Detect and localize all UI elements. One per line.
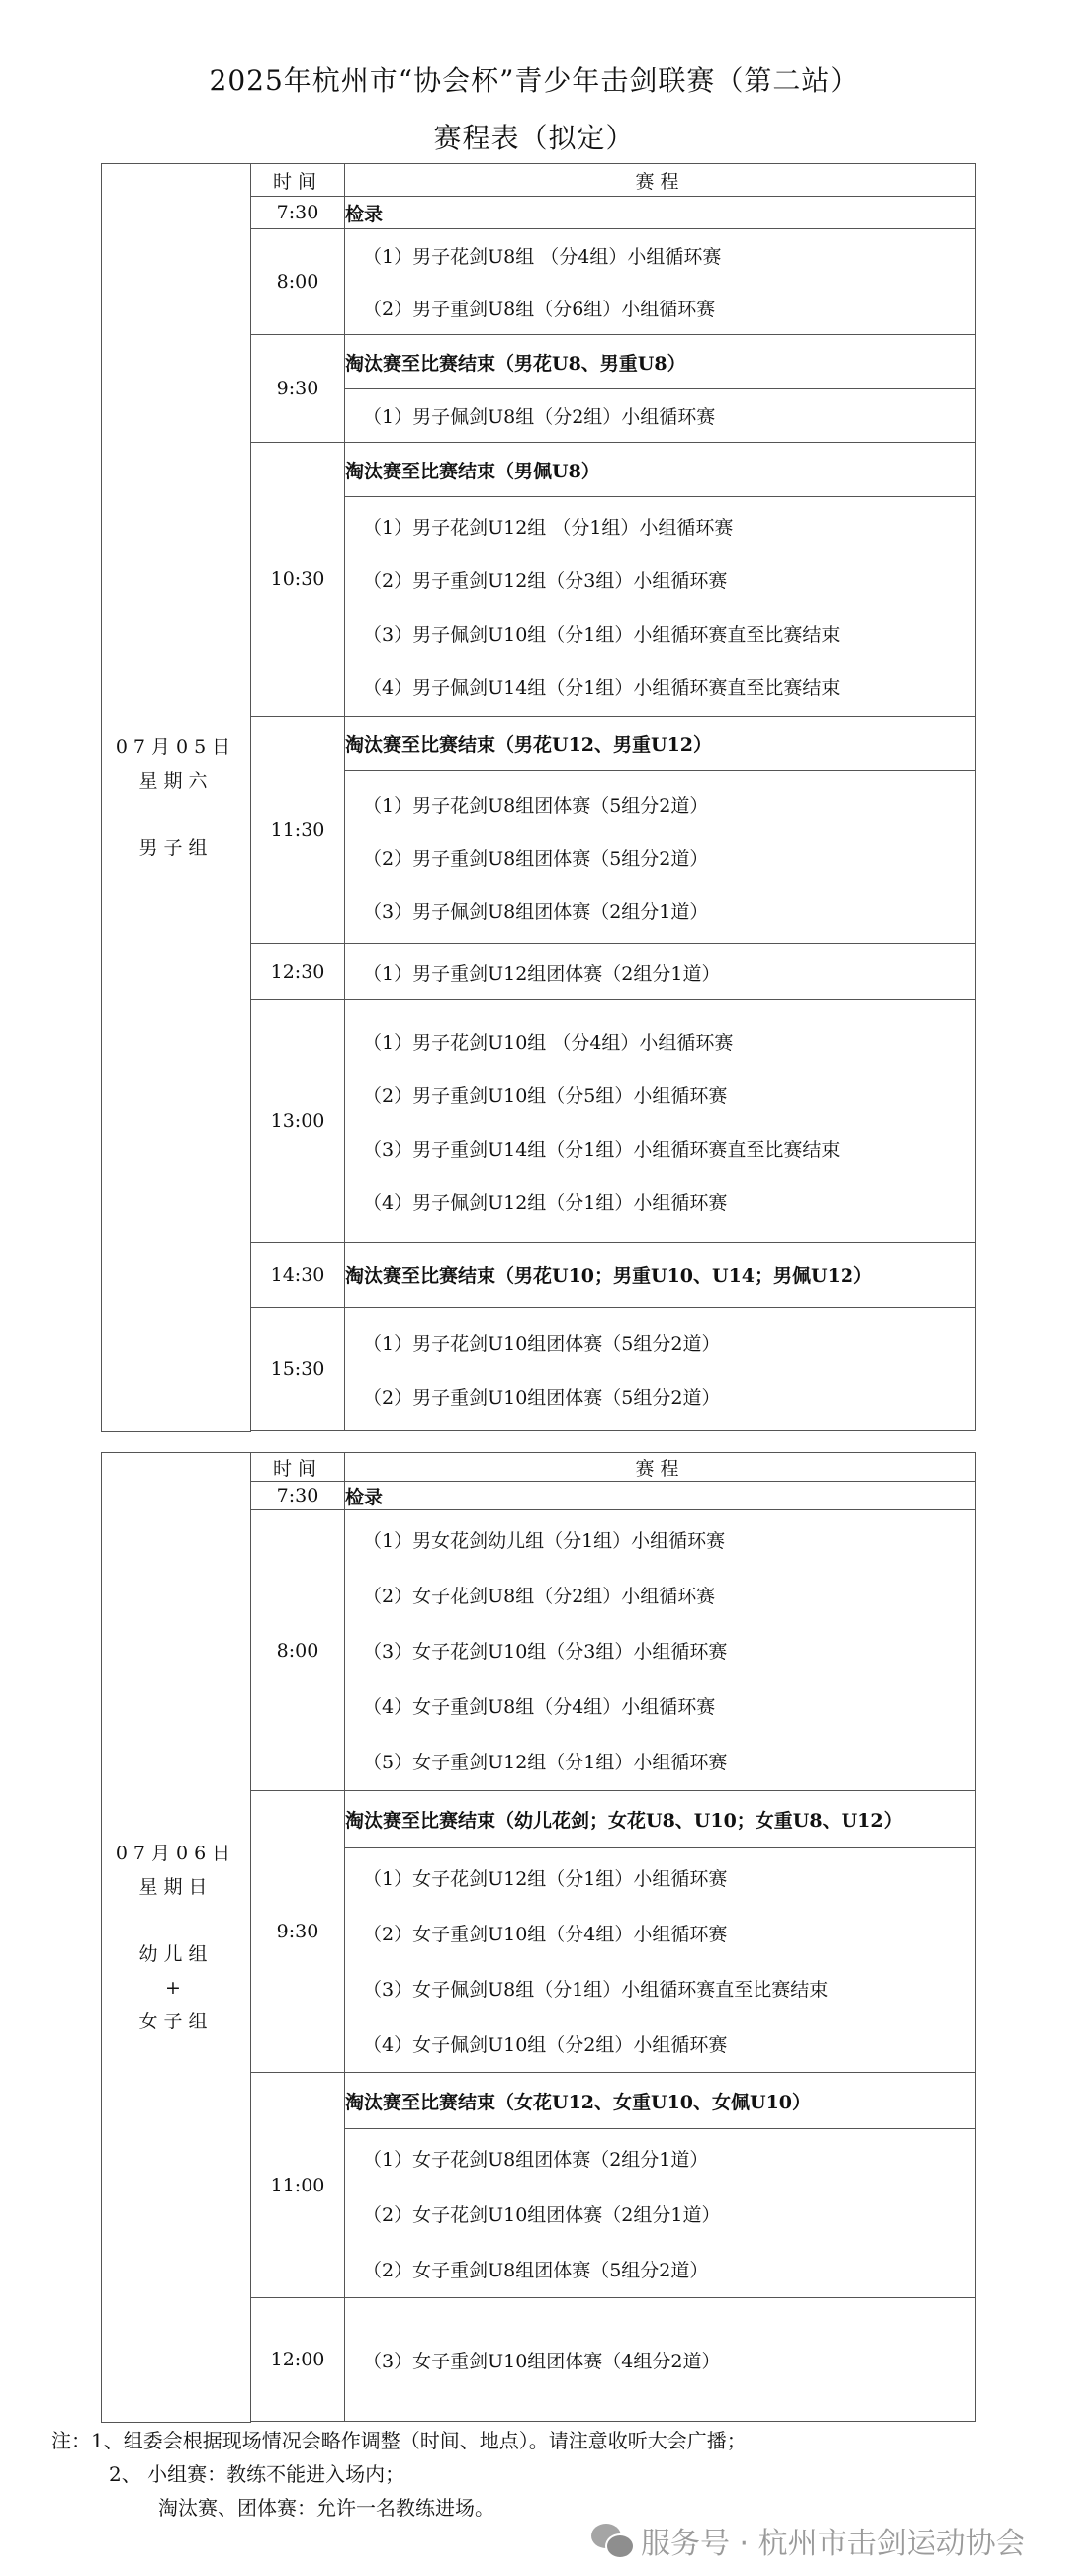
- event-item: （2）女子花剑U10组团体赛（2组分1道）: [363, 2203, 721, 2226]
- note-3: 淘汰赛、团体赛：允许一名教练进场。: [158, 2496, 494, 2520]
- note-1: 1、组委会根据现场情况会略作调整（时间、地点）。请注意收听大会广播；: [91, 2429, 747, 2452]
- time-cell: 9:30: [251, 1791, 345, 2073]
- wechat-icon: [591, 2522, 635, 2559]
- event-item: （2）男子重剑U10组团体赛（5组分2道）: [363, 1386, 721, 1409]
- weekday-label: 星期六: [138, 769, 214, 792]
- time-cell: 12:30: [251, 944, 345, 1000]
- knockout-cell: 淘汰赛至比赛结束（男佩U8）: [345, 443, 976, 497]
- event-item: （4）女子重剑U8组（分4组）小组循环赛: [363, 1696, 716, 1718]
- time-cell: 15:30: [251, 1308, 345, 1431]
- event-list: [345, 2129, 976, 2298]
- time-header: 时间: [251, 164, 345, 197]
- event-item: （3）男子佩剑U8组团体赛（2组分1道）: [363, 901, 709, 923]
- time-cell: 11:30: [251, 717, 345, 944]
- event-item: （3）女子花剑U10组（分3组）小组循环赛: [363, 1641, 728, 1663]
- time-cell: 7:30: [251, 197, 345, 229]
- schedule-table-day2: [101, 1452, 976, 2423]
- event-list: [345, 1308, 976, 1431]
- event-item: （2）男子重剑U8组（分6组）小组循环赛: [363, 299, 716, 320]
- weekday-label: 星期日: [138, 1875, 214, 1898]
- event-item: （1）男子花剑U10组团体赛（5组分2道）: [363, 1332, 721, 1355]
- schedule-header: 赛程: [345, 1453, 976, 1482]
- watermark-text: 服务号 · 杭州市击剑运动协会: [641, 2527, 1025, 2561]
- schedule-table-day1: [101, 163, 976, 1432]
- event-item: （2）女子花剑U8组（分2组）小组循环赛: [363, 1586, 716, 1607]
- schedule-header: 赛程: [345, 164, 976, 197]
- knockout-cell: 淘汰赛至比赛结束（幼儿花剑；女花U8、U10；女重U8、U12）: [345, 1791, 976, 1848]
- knockout-cell: 淘汰赛至比赛结束（男花U12、男重U12）: [345, 717, 976, 771]
- event-item: （1）男子重剑U12组团体赛（2组分1道）: [363, 962, 721, 985]
- notes-label: 注：: [51, 2429, 91, 2452]
- event-list: [345, 1848, 976, 2073]
- checkin-cell: 检录: [345, 1482, 976, 1510]
- document-title: 2025年杭州市“协会杯”青少年击剑联赛（第二站）: [209, 64, 859, 97]
- notes-section: [51, 2424, 747, 2525]
- checkin-cell: 检录: [345, 197, 976, 229]
- event-item: （1）男子花剑U10组 （分4组）小组循环赛: [363, 1031, 734, 1054]
- time-cell: 11:00: [251, 2073, 345, 2298]
- event-item: （1）女子花剑U8组团体赛（2组分1道）: [363, 2148, 709, 2171]
- event-item: （2）女子重剑U10组（分4组）小组循环赛: [363, 1923, 728, 1945]
- time-cell: 10:30: [251, 443, 345, 717]
- note-2: 2、 小组赛：教练不能进入场内；: [109, 2462, 405, 2486]
- event-item: （1）男子花剑U8组团体赛（5组分2道）: [363, 794, 709, 816]
- watermark: [591, 2519, 1025, 2562]
- event-item: （2）男子重剑U8组团体赛（5组分2道）: [363, 847, 709, 870]
- day-cell: [102, 164, 251, 1432]
- time-cell: 7:30: [251, 1482, 345, 1510]
- event-item: （1）男女花剑幼儿组（分1组）小组循环赛: [363, 1530, 726, 1552]
- event-item: （3）女子重剑U10组团体赛（4组分2道）: [363, 2350, 721, 2372]
- event-item: （2）女子重剑U8组团体赛（5组分2道）: [363, 2259, 709, 2281]
- date-label: 07月06日: [115, 1842, 237, 1864]
- event-item: （3）女子佩剑U8组（分1组）小组循环赛直至比赛结束: [363, 1978, 829, 2001]
- time-cell: 13:00: [251, 1000, 345, 1243]
- knockout-cell: 淘汰赛至比赛结束（女花U12、女重U10、女佩U10）: [345, 2073, 976, 2129]
- event-item: （1）男子花剑U8组 （分4组）小组循环赛: [363, 246, 722, 268]
- event-list: [345, 389, 976, 443]
- knockout-cell: 淘汰赛至比赛结束（男花U8、男重U8）: [345, 335, 976, 389]
- event-item: （4）女子佩剑U10组（分2组）小组循环赛: [363, 2033, 728, 2056]
- event-list: [345, 771, 976, 944]
- event-item: （2）男子重剑U10组（分5组）小组循环赛: [363, 1084, 728, 1107]
- event-item: （5）女子重剑U12组（分1组）小组循环赛: [363, 1752, 728, 1773]
- knockout-cell: 淘汰赛至比赛结束（男花U10；男重U10、U14；男佩U12）: [345, 1243, 976, 1308]
- date-label: 07月05日: [115, 735, 237, 758]
- event-list: [345, 1510, 976, 1791]
- event-list: [345, 944, 976, 1000]
- event-item: （1）女子花剑U12组（分1组）小组循环赛: [363, 1867, 728, 1890]
- group-label-1: 幼儿组: [138, 1942, 214, 1965]
- event-item: （2）男子重剑U12组（分3组）小组循环赛: [363, 570, 728, 592]
- event-item: （4）男子佩剑U12组（分1组）小组循环赛: [363, 1191, 728, 1214]
- group-plus: +: [165, 1976, 187, 1999]
- event-list: [345, 497, 976, 717]
- event-item: （3）男子重剑U14组（分1组）小组循环赛直至比赛结束: [363, 1138, 841, 1160]
- event-item: （4）男子佩剑U14组（分1组）小组循环赛直至比赛结束: [363, 677, 841, 699]
- event-item: （3）男子佩剑U10组（分1组）小组循环赛直至比赛结束: [363, 624, 841, 645]
- day-cell: [102, 1453, 251, 2423]
- event-item: （1）男子佩剑U8组（分2组）小组循环赛: [363, 406, 716, 428]
- time-cell: 14:30: [251, 1243, 345, 1308]
- time-cell: 8:00: [251, 1510, 345, 1791]
- document-subtitle: 赛程表（拟定）: [433, 122, 635, 154]
- event-item: （1）男子花剑U12组 （分1组）小组循环赛: [363, 517, 734, 539]
- time-cell: 8:00: [251, 229, 345, 335]
- event-list: [345, 1000, 976, 1243]
- event-list: [345, 2298, 976, 2422]
- group-label-2: 女子组: [138, 2010, 214, 2032]
- event-list: [345, 229, 976, 335]
- time-header: 时间: [251, 1453, 345, 1482]
- time-cell: 9:30: [251, 335, 345, 443]
- group-label: 男子组: [138, 836, 214, 859]
- time-cell: 12:00: [251, 2298, 345, 2422]
